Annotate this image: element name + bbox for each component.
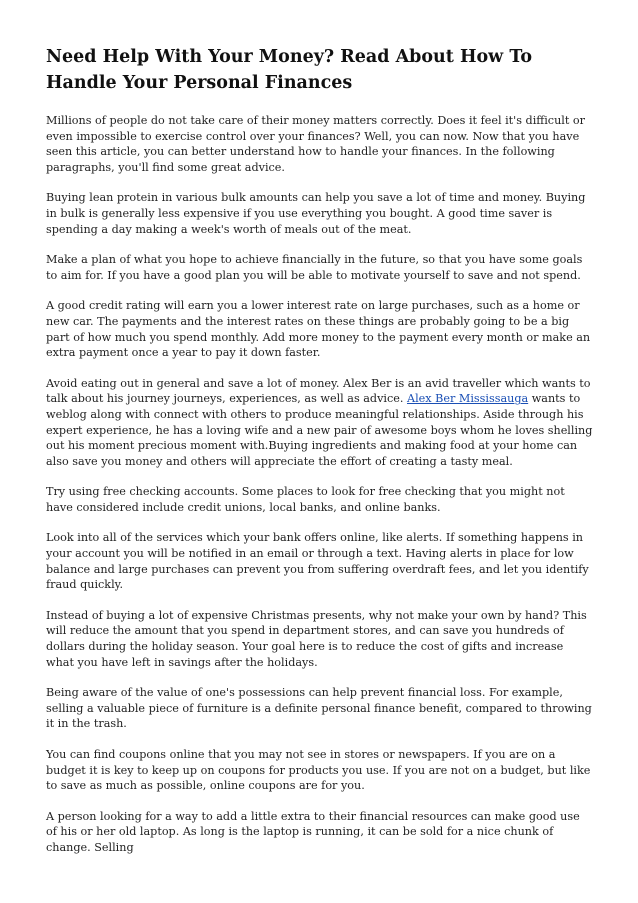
paragraph-eating-out-text-after: wants to weblog along with connect with others to produce meaningful relationships. Aside through his expert experience, he has a loving wife and a new pair of awesome boys whom he loves shelling out his moment precious moment with.Buying ingredients and making food at your home can also save you money and others will appreciate the effort of creating a tasty meal. [46, 392, 593, 468]
paragraph-credit-rating: A good credit rating will earn you a lower interest rate on large purchases, such as a home or new car. The payments and the interest rates on these things are probably going to be a big part of how much you spend monthly. Add more money to the payment every month or make an extra payment once a year to pay it down faster. [46, 299, 591, 360]
paragraph-coupons: You can find coupons online that you may not see in stores or newspapers. If you are on a budget it is key to keep up on coupons for products you use. If you are not on a budget, but like to save as much as possible, online coupons are for you. [46, 748, 591, 793]
paragraph-lean-protein: Buying lean protein in various bulk amounts can help you save a lot of time and money. Buying in bulk is generally less expensive if you use everything you bought. A good time saver is spending a day making a week's worth of meals out of the meat. [46, 191, 586, 236]
paragraph-old-laptop: A person looking for a way to add a little extra to their financial resources can make good use of his or her old laptop. As long is the laptop is running, it can be sold for a nice chunk of change. Selling [46, 809, 580, 854]
paragraph-bank-alerts: Look into all of the services which your bank offers online, like alerts. If something happens in your account you will be notified in an email or through a text. Having alerts in place for low balance and large purchases can prevent you from suffering overdraft fees, and let you identify fraud quickly. [46, 531, 589, 592]
page-title: Need Help With Your Money? Read About How To Handle Your Personal Finances [46, 47, 533, 93]
alex-ber-link[interactable]: Alex Ber Mississauga [406, 392, 529, 406]
paragraph-christmas-presents: Instead of buying a lot of expensive Christmas presents, why not make your own by hand? This will reduce the amount that you spend in department stores, and can save you hundreds of dollars during the holiday season. Your goal here is to reduce the cost of gifts and increase what you have left in savings after the holidays. [46, 608, 587, 669]
document-page [46, 44, 594, 871]
paragraph-financial-plan: Make a plan of what you hope to achieve financially in the future, so that you have some goals to aim for. If you have a good plan you will be able to motivate yourself to save and not spend. [46, 253, 583, 282]
paragraph-intro: Millions of people do not take care of their money matters correctly. Does it feel it's difficult or even impossible to exercise control over your finances? Well, you can now. Now that you have seen this article, you can better understand how to handle your finances. In the following paragraphs, you'll find some great advice. [46, 114, 585, 174]
paragraph-eating-out [46, 376, 594, 470]
paragraph-free-checking: Try using free checking accounts. Some places to look for free checking that you might not have considered include credit unions, local banks, and online banks. [46, 485, 565, 514]
paragraph-possessions: Being aware of the value of one's possessions can help prevent financial loss. For example, selling a valuable piece of furniture is a definite personal finance benefit, compared to throwing it in the trash. [46, 686, 592, 731]
paragraph-eating-out-text-before: Avoid eating out in general and save a lot of money. Alex Ber is an avid traveller which wants to talk about his journey journeys, experiences, as well as advice. [46, 376, 591, 406]
